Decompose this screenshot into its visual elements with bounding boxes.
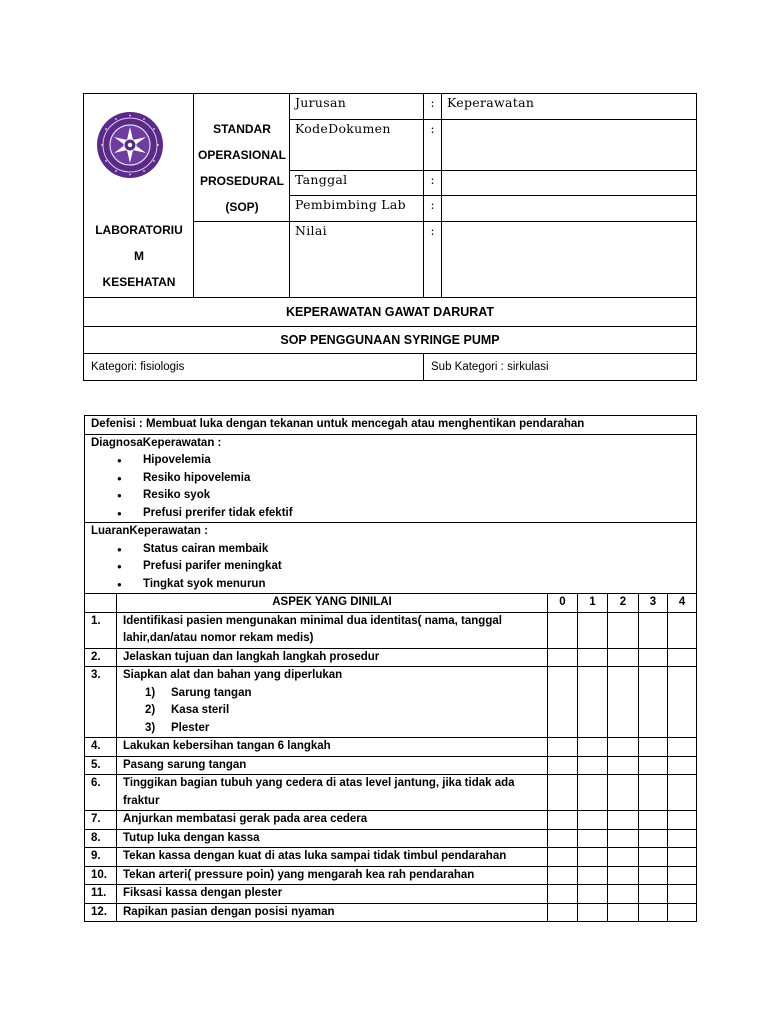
luaran-section [85, 523, 697, 594]
list-item: ● Prefusi prerifer tidak efektif [117, 505, 690, 523]
step-number: 10. [85, 866, 117, 885]
score-cell[interactable] [578, 885, 608, 904]
definisi-row: Defenisi : Membuat luka dengan tekanan untuk mencegah atau menghentikan pendarahan [85, 416, 697, 435]
sop-title-line: OPERASIONAL [197, 148, 286, 162]
score-cell[interactable] [578, 756, 608, 775]
equipment-list [123, 685, 543, 738]
step-text: Jelaskan tujuan dan langkah langkah prosedur [117, 648, 548, 667]
luaran-title: LuaranKeperawatan : [91, 525, 208, 537]
score-cell[interactable] [548, 648, 578, 667]
table-row [85, 885, 697, 904]
sop-title-line: PROSEDURAL [199, 174, 284, 188]
diagnosa-list [91, 452, 690, 522]
score-cell[interactable] [608, 829, 639, 848]
score-cell[interactable] [548, 667, 578, 738]
aspek-header: ASPEK YANG DINILAI [117, 594, 548, 613]
header-no-cell [85, 594, 117, 613]
score-cell[interactable] [578, 612, 608, 648]
list-item: ● Resiko syok [117, 487, 690, 505]
score-cell[interactable] [608, 756, 639, 775]
step-text: Tutup luka dengan kassa [117, 829, 548, 848]
score-cell[interactable] [608, 612, 639, 648]
sub-text: Kasa steril [171, 704, 230, 716]
table-row [85, 612, 697, 648]
sop-title-cell-bottom [194, 221, 290, 297]
score-cell[interactable] [548, 848, 578, 867]
step-number: 9. [85, 848, 117, 867]
score-cell[interactable] [548, 738, 578, 757]
score-cell[interactable] [668, 829, 697, 848]
score-cell[interactable] [578, 738, 608, 757]
field-value-jurusan: Keperawatan [442, 94, 697, 120]
sop-name-title: SOP PENGGUNAAN SYRINGE PUMP [84, 327, 697, 354]
score-cell[interactable] [578, 811, 608, 830]
lab-cell [84, 94, 194, 298]
score-cell[interactable] [608, 775, 639, 811]
step-text: Anjurkan membatasi gerak pada area cedera [117, 811, 548, 830]
score-cell[interactable] [639, 775, 668, 811]
diagnosa-title: DiagnosaKeperawatan : [91, 436, 222, 449]
sub-kategori-label: Sub Kategori : sirkulasi [424, 354, 697, 381]
score-cell[interactable] [639, 866, 668, 885]
list-item: ● Status cairan membaik [117, 541, 690, 559]
field-colon: : [424, 221, 442, 297]
seal-icon [96, 111, 164, 179]
luaran-list [91, 541, 690, 594]
score-cell[interactable] [668, 775, 697, 811]
score-cell[interactable] [668, 756, 697, 775]
field-label-pembimbing-lab: Pembimbing Lab [290, 196, 424, 221]
score-cell[interactable] [639, 885, 668, 904]
university-seal-logo [96, 111, 164, 179]
score-header-0: 0 [548, 594, 578, 613]
score-cell[interactable] [639, 612, 668, 648]
score-cell[interactable] [668, 903, 697, 922]
step-text: Tinggikan bagian tubuh yang cedera di atas level jantung, jika tidak ada fraktur [117, 775, 548, 811]
table-row [85, 648, 697, 667]
sub-text: Plester [171, 721, 210, 734]
field-value-kode-dokumen [442, 120, 697, 171]
score-cell[interactable] [548, 756, 578, 775]
score-cell[interactable] [608, 903, 639, 922]
score-cell[interactable] [668, 667, 697, 738]
step-text: Tekan kassa dengan kuat di atas luka sampai tidak timbul pendarahan [117, 848, 548, 867]
score-cell[interactable] [578, 848, 608, 867]
step-number: 2. [85, 648, 117, 667]
score-cell[interactable] [578, 866, 608, 885]
field-label-kode-dokumen: KodeDokumen [290, 120, 424, 171]
score-cell[interactable] [668, 811, 697, 830]
field-label-tanggal: Tanggal [290, 171, 424, 196]
step-number: 5. [85, 756, 117, 775]
score-cell[interactable] [639, 738, 668, 757]
field-colon: : [424, 171, 442, 196]
score-cell[interactable] [578, 775, 608, 811]
list-item: ● Hipovelemia [117, 452, 690, 470]
sop-title-cell [194, 94, 290, 222]
table-row [85, 866, 697, 885]
score-cell[interactable] [608, 885, 639, 904]
sop-title-line: STANDAR [213, 122, 271, 136]
sub-text: Sarung tangan [171, 686, 252, 699]
list-item [145, 702, 543, 720]
step-text-with-sublist [117, 667, 548, 738]
step-number: 7. [85, 811, 117, 830]
table-row [85, 829, 697, 848]
list-item: ● Resiko hipovelemia [117, 470, 690, 488]
step-text: Identifikasi pasien mengunakan minimal dua identitas( nama, tanggal lahir,dan/atau nomor rekam medis) [117, 612, 548, 648]
score-header-1: 1 [578, 594, 608, 613]
step-text: Siapkan alat dan bahan yang diperlukan [123, 669, 343, 681]
sop-title [194, 116, 290, 220]
step-number: 1. [85, 612, 117, 648]
score-cell[interactable] [608, 667, 639, 738]
table-row [85, 811, 697, 830]
sub-number: 2) [145, 704, 156, 716]
score-cell[interactable] [639, 829, 668, 848]
step-text: Fiksasi kassa dengan plester [117, 885, 548, 904]
lab-title [84, 217, 194, 295]
list-item [145, 685, 543, 703]
score-cell[interactable] [639, 667, 668, 738]
step-text: Pasang sarung tangan [117, 756, 548, 775]
field-colon: : [424, 120, 442, 171]
field-value-tanggal [442, 171, 697, 196]
score-cell[interactable] [668, 648, 697, 667]
field-label-jurusan: Jurusan [290, 94, 424, 120]
field-label-nilai: Nilai [290, 221, 424, 297]
table-row [85, 903, 697, 922]
score-cell[interactable] [639, 903, 668, 922]
assessment-table [84, 415, 697, 922]
kategori-label: Kategori: fisiologis [84, 354, 424, 381]
score-cell[interactable] [548, 811, 578, 830]
table-row [85, 775, 697, 811]
score-cell[interactable] [578, 667, 608, 738]
score-cell[interactable] [578, 648, 608, 667]
score-cell[interactable] [608, 866, 639, 885]
score-cell[interactable] [608, 738, 639, 757]
score-cell[interactable] [578, 903, 608, 922]
score-cell[interactable] [668, 848, 697, 867]
list-item: ● Prefusi parifer meningkat [117, 558, 690, 576]
score-cell[interactable] [639, 811, 668, 830]
score-header-4: 4 [668, 594, 697, 613]
table-row [85, 738, 697, 757]
sub-number: 3) [145, 721, 156, 734]
score-cell[interactable] [548, 885, 578, 904]
score-cell[interactable] [608, 648, 639, 667]
sop-title-line: (SOP) [225, 200, 259, 214]
score-cell[interactable] [668, 612, 697, 648]
table-row [85, 848, 697, 867]
score-cell[interactable] [608, 811, 639, 830]
field-value-nilai [442, 221, 697, 297]
step-text: Rapikan pasian dengan posisi nyaman [117, 903, 548, 922]
sop-header-table [83, 93, 697, 381]
score-header-2: 2 [608, 594, 639, 613]
step-text: Tekan arteri( pressure poin) yang mengarah kea rah pendarahan [117, 866, 548, 885]
score-cell[interactable] [548, 866, 578, 885]
list-item: ● Tingkat syok menurun [117, 576, 690, 594]
score-cell[interactable] [578, 829, 608, 848]
score-cell[interactable] [639, 648, 668, 667]
field-value-pembimbing-lab [442, 196, 697, 221]
field-colon: : [424, 196, 442, 221]
lab-title-line: M [134, 249, 144, 263]
field-colon: : [424, 94, 442, 120]
score-cell[interactable] [668, 738, 697, 757]
list-item [145, 720, 543, 738]
step-number: 3. [85, 667, 117, 738]
score-cell[interactable] [548, 612, 578, 648]
table-row [85, 756, 697, 775]
section-title-gawat-darurat: KEPERAWATAN GAWAT DARURAT [84, 298, 697, 327]
score-cell[interactable] [668, 885, 697, 904]
step-number: 11. [85, 885, 117, 904]
step-number: 12. [85, 903, 117, 922]
score-header-3: 3 [639, 594, 668, 613]
score-cell[interactable] [548, 829, 578, 848]
score-cell[interactable] [548, 775, 578, 811]
lab-title-line: LABORATORIU [95, 223, 183, 237]
diagnosa-section [85, 434, 697, 523]
table-row [85, 667, 697, 738]
score-cell[interactable] [639, 848, 668, 867]
score-cell[interactable] [548, 903, 578, 922]
score-cell[interactable] [668, 866, 697, 885]
lab-title-line: KESEHATAN [102, 275, 176, 289]
step-number: 4. [85, 738, 117, 757]
score-cell[interactable] [608, 848, 639, 867]
score-cell[interactable] [639, 756, 668, 775]
step-number: 8. [85, 829, 117, 848]
step-text: Lakukan kebersihan tangan 6 langkah [117, 738, 548, 757]
sub-number: 1) [145, 686, 156, 699]
step-number: 6. [85, 775, 117, 811]
